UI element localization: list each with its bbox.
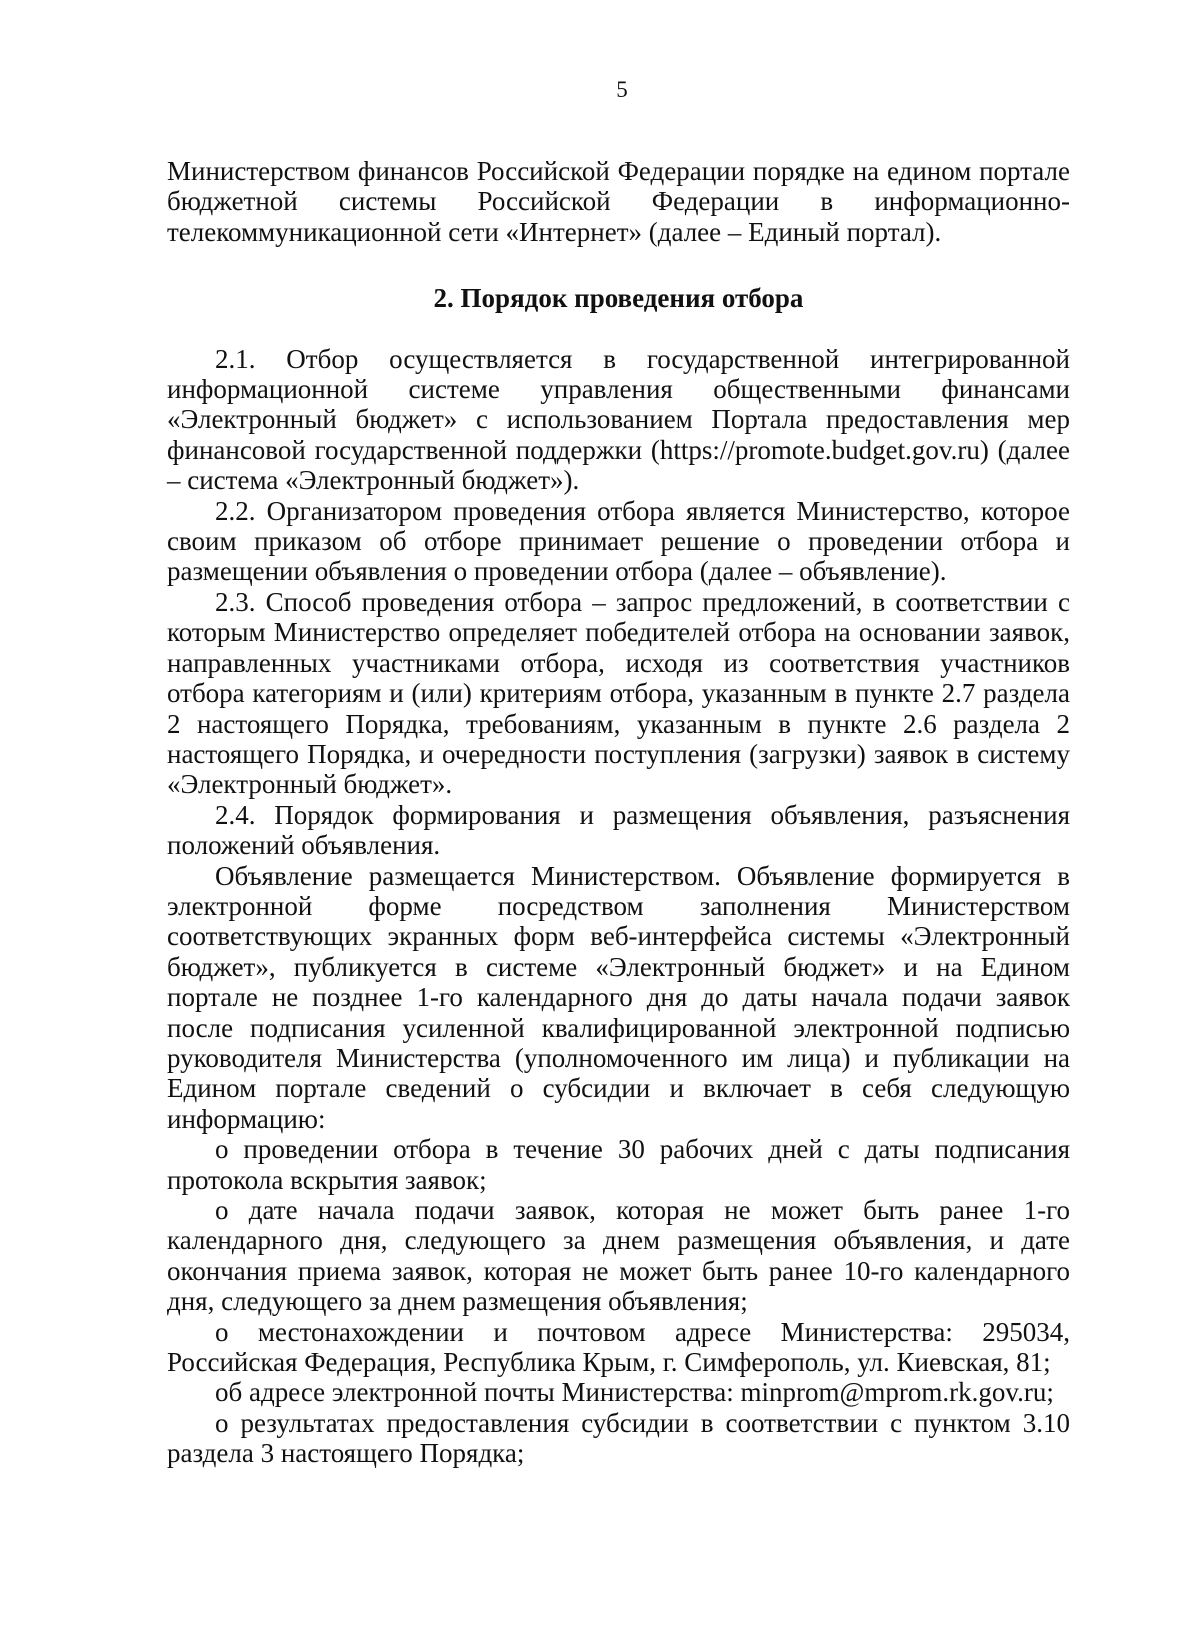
list-item-selection-term: о проведении отбора в течение 30 рабочих дней с даты подписания протокола вскрытия заявок; <box>167 1134 1070 1195</box>
list-item-email: об адресе электронной почты Министерства: minprom@mprom.rk.gov.ru; <box>215 1377 1054 1408</box>
intro-paragraph: Министерством финансов Российской Федерации порядке на едином портале бюджетной системы Российской Федерации в информационно-телекоммуникационной сети «Интернет» (далее – Единый портал). <box>167 156 1070 247</box>
spacer <box>167 314 1070 344</box>
document-body <box>167 156 1070 1469</box>
paragraph-2-3: 2.3. Способ проведения отбора – запрос предложений, в соответствии с которым Министерство определяет победителей отбора на основании заявок, направленных участниками отбора, исходя из соответствия участников отбора категориям и (или) критериям отбора, указанным в пункте 2.7 раздела 2 настоящего Порядка, требованиям, указанным в пункте 2.6 раздела 2 настоящего Порядка, и очередности поступления (загрузки) заявок в систему «Электронный бюджет». <box>167 586 1070 800</box>
list-item-application-dates: о дате начала подачи заявок, которая не может быть ранее 1-го календарного дня, следующего за днем размещения объявления, и дате окончания приема заявок, которая не может быть ранее 10-го календарного дня, следующего за днем размещения объявления; <box>167 1195 1070 1317</box>
list-item-postal-address: о местонахождении и почтовом адресе Министерства: 295034, Российская Федерация, Республика Крым, г. Симферополь, ул. Киевская, 81; <box>167 1316 1070 1378</box>
spacer <box>167 247 1070 283</box>
paragraph-2-4: 2.4. Порядок формирования и размещения объявления, разъяснения положений объявления. <box>167 799 1070 861</box>
section-heading: 2. Порядок проведения отбора <box>433 283 804 314</box>
paragraph-2-1: 2.1. Отбор осуществляется в государственной интегрированной информационной системе управления общественными финансами «Электронный бюджет» с использованием Портала предоставления мер финансовой государственной поддержки (https://promote.budget.gov.ru) (далее – система «Электронный бюджет»). <box>167 343 1070 496</box>
list-item-subsidy-results: о результатах предоставления субсидии в соответствии с пунктом 3.10 раздела 3 настоящего Порядка; <box>167 1407 1070 1469</box>
page-number: 5 <box>616 77 628 102</box>
announcement-paragraph: Объявление размещается Министерством. Объявление формируется в электронной форме посредством заполнения Министерством соответствующих экранных форм веб-интерфейса системы «Электронный бюджет», публикуется в системе «Электронный бюджет» и на Едином портале не позднее 1-го календарного дня до даты начала подачи заявок после подписания усиленной квалифицированной электронной подписью руководителя Министерства (уполномоченного им лица) и публикации на Едином портале сведений о субсидии и включает в себя следующую информацию: <box>167 860 1070 1134</box>
paragraph-2-2: 2.2. Организатором проведения отбора является Министерство, которое своим приказом об отборе принимает решение о проведении отбора и размещении объявления о проведении отбора (далее – объявление). <box>167 495 1070 587</box>
